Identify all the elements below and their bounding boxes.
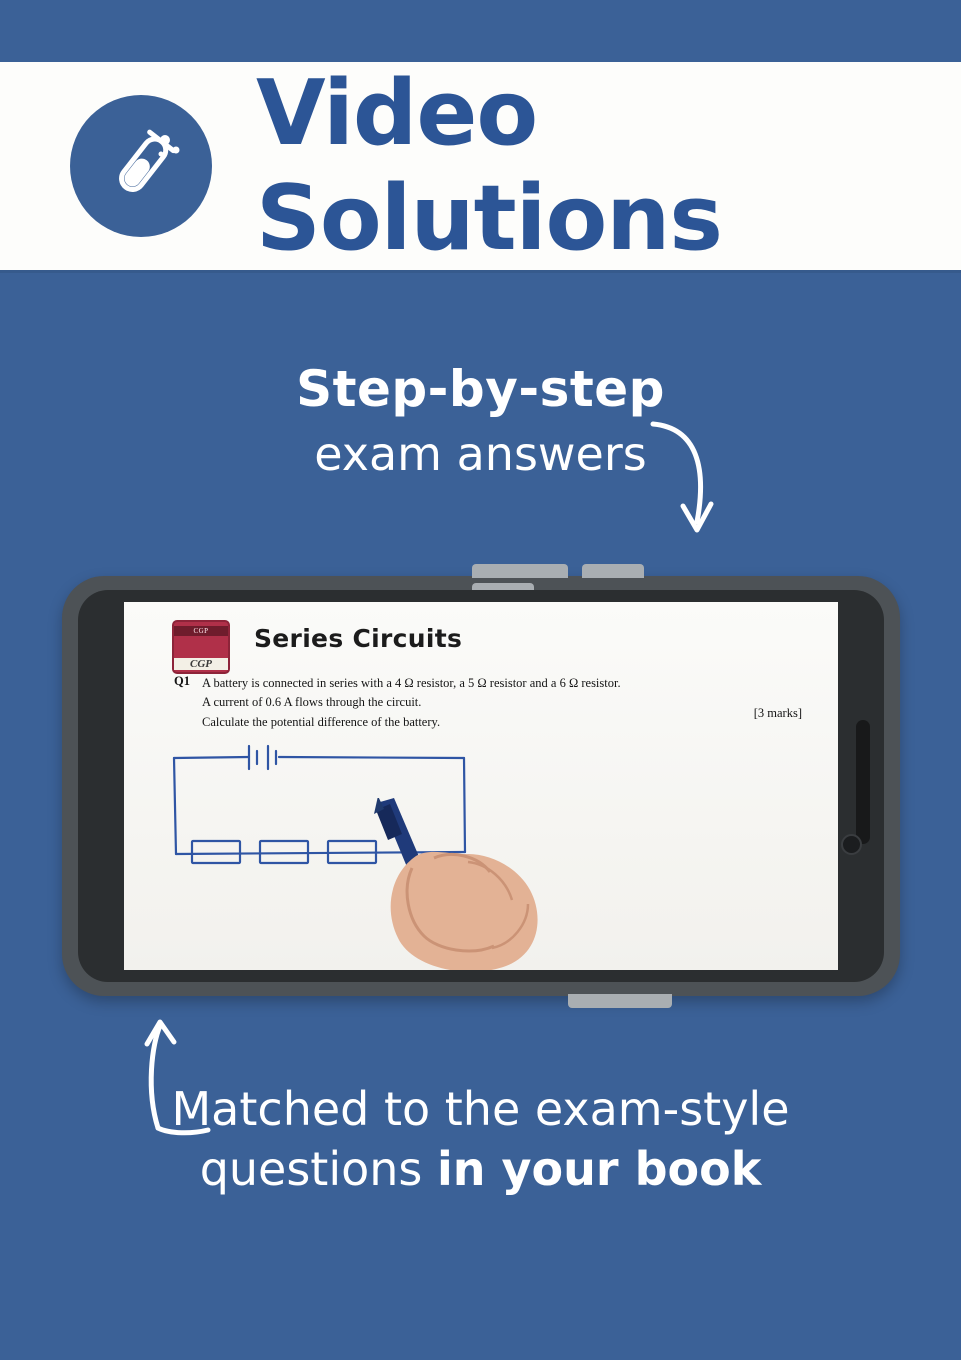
marks-label: [3 marks] [753,706,802,720]
caption-bottom-line1: Matched to the exam-style [171,1082,790,1136]
camera-icon [841,834,862,855]
caption-bottom [0,1082,961,1197]
question-line-2: A current of 0.6 A flows through the circuit. [202,695,422,710]
phone-bottom-button [568,994,672,1008]
header-divider [0,270,961,273]
test-tube-icon [70,95,212,237]
question-line-1: A battery is connected in series with a 4 Ω resistor, a 5 Ω resistor and a 6 Ω resistor. [202,676,621,690]
worksheet [124,602,838,970]
caption-top [0,360,961,481]
phone-screen[interactable] [124,602,838,970]
caption-top-line1: Step-by-step [296,360,665,418]
curved-arrow-down-icon [645,418,735,553]
phone-notch [856,720,870,844]
phone-side-buttons [472,564,732,578]
caption-bottom-line2-bold: in your book [437,1142,762,1197]
phone-bezel [78,590,884,982]
question-line-3: Calculate the potential difference of the battery. [202,714,441,729]
header-band [0,62,961,270]
worksheet-title: Series Circuits [254,624,463,653]
caption-bottom-line2-plain: questions [199,1142,438,1197]
caption-top-line2: exam answers [314,427,647,481]
caption-bottom-line2 [0,1142,961,1196]
smartphone-mockup [62,576,900,996]
question-text [202,674,722,732]
page-title: Video Solutions [256,61,722,271]
badge-label: CGP [174,658,228,670]
hand-holding-pen [372,798,602,970]
publisher-badge [172,620,230,674]
question-number: Q1 [174,674,190,688]
badge-top-text: CGP [174,626,228,636]
